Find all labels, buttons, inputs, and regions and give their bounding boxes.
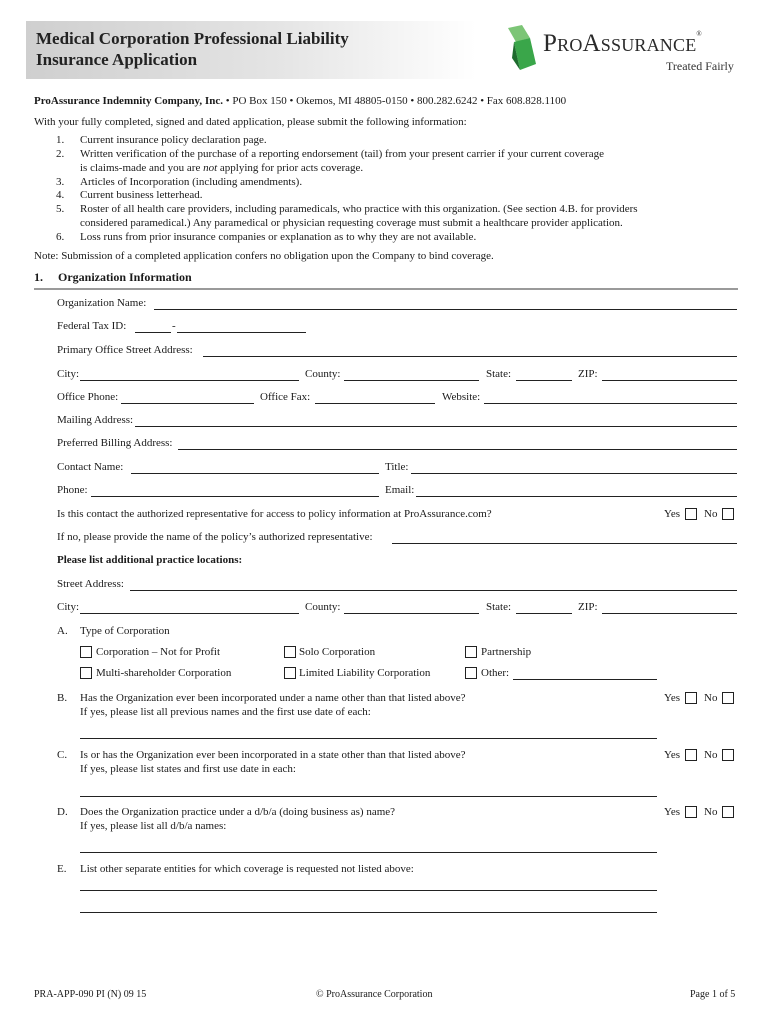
other-name-yes-checkbox[interactable] xyxy=(685,692,697,704)
state-label: State: xyxy=(486,601,512,613)
other-entities-field-2[interactable] xyxy=(80,912,657,913)
dba-no-checkbox[interactable] xyxy=(722,806,734,818)
street-address-label: Street Address: xyxy=(57,578,124,590)
contact-name-label: Contact Name: xyxy=(57,461,124,473)
list-item: 5. Roster of all health care providers, including paramedicals, who practice with this organization. (See section 4.B. for providers xyxy=(56,203,638,215)
no-label: No xyxy=(704,749,718,761)
zip-label: ZIP: xyxy=(578,601,598,613)
county-label: County: xyxy=(305,601,341,613)
yes-label: Yes xyxy=(664,749,681,761)
item-letter-e: E. xyxy=(57,863,67,875)
billing-address-field[interactable] xyxy=(178,449,737,450)
list-item-continuation: is claims-made and you are not applying for prior acts coverage. xyxy=(80,162,364,174)
additional-locations-heading: Please list additional practice locations: xyxy=(57,554,243,566)
authorized-no-checkbox[interactable] xyxy=(722,508,734,520)
additional-zip-field[interactable] xyxy=(602,613,737,614)
dba-yes-checkbox[interactable] xyxy=(685,806,697,818)
other-checkbox[interactable] xyxy=(465,667,477,679)
list-item: 3. Articles of Incorporation (including amendments). xyxy=(56,176,303,188)
item-letter-c: C. xyxy=(57,749,68,761)
company-line: ProAssurance Indemnity Company, Inc. • PO Box 150 • Okemos, MI 48805-0150 • 800.282.6242 • Fax 608.828.1100 xyxy=(34,95,567,107)
llc-checkbox[interactable] xyxy=(284,667,296,679)
tax-id-prefix-field[interactable] xyxy=(135,332,171,333)
additional-state-field[interactable] xyxy=(516,613,572,614)
item-letter-d: D. xyxy=(57,806,68,818)
previous-names-field[interactable] xyxy=(80,738,657,739)
office-fax-label: Office Fax: xyxy=(260,391,311,403)
tax-id-label: Federal Tax ID: xyxy=(57,320,127,332)
authorized-rep-name-field[interactable] xyxy=(392,543,737,544)
corp-not-for-profit-checkbox[interactable] xyxy=(80,646,92,658)
authorized-rep-question: Is this contact the authorized representative for access to policy information at ProAssurance.com? xyxy=(57,508,492,520)
billing-address-label: Preferred Billing Address: xyxy=(57,437,173,449)
corporation-type-label: Type of Corporation xyxy=(80,625,170,637)
primary-address-field[interactable] xyxy=(203,356,737,357)
org-name-label: Organization Name: xyxy=(57,297,147,309)
llc-label: Limited Liability Corporation xyxy=(299,667,431,679)
tax-id-dash: - xyxy=(172,320,176,332)
proassurance-logo: PROASSURANCE® xyxy=(543,30,702,57)
dba-question: Does the Organization practice under a d/b/a (doing business as) name? xyxy=(80,806,396,818)
no-label: No xyxy=(704,692,718,704)
city-label: City: xyxy=(57,601,80,613)
other-name-no-checkbox[interactable] xyxy=(722,692,734,704)
county-field[interactable] xyxy=(344,380,479,381)
mailing-address-field[interactable] xyxy=(135,426,737,427)
solo-corporation-checkbox[interactable] xyxy=(284,646,296,658)
section-divider xyxy=(34,288,738,290)
dba-names-field[interactable] xyxy=(80,852,657,853)
item-letter-a: A. xyxy=(57,625,68,637)
other-state-no-checkbox[interactable] xyxy=(722,749,734,761)
list-item: 2. Written verification of the purchase of a reporting endorsement (tail) from your present carrier if your current coverage xyxy=(56,148,604,160)
email-label: Email: xyxy=(385,484,415,496)
zip-field[interactable] xyxy=(602,380,737,381)
office-phone-field[interactable] xyxy=(121,403,254,404)
other-state-instruction: If yes, please list states and first use date in each: xyxy=(80,763,296,775)
section-heading: 1. Organization Information xyxy=(34,270,192,284)
list-item: 4. Current business letterhead. xyxy=(56,189,203,201)
street-address-field[interactable] xyxy=(130,590,737,591)
other-states-field[interactable] xyxy=(80,796,657,797)
phone-label: Phone: xyxy=(57,484,88,496)
note-text: Note: Submission of a completed application confers no obligation upon the Company to bind coverage. xyxy=(34,250,494,262)
zip-label: ZIP: xyxy=(578,368,598,380)
yes-label: Yes xyxy=(664,692,681,704)
city-label: City: xyxy=(57,368,80,380)
phone-field[interactable] xyxy=(91,496,379,497)
solo-corporation-label: Solo Corporation xyxy=(299,646,376,658)
office-fax-field[interactable] xyxy=(315,403,435,404)
authorized-rep-name-label: If no, please provide the name of the policy’s authorized representative: xyxy=(57,531,373,543)
corp-not-for-profit-label: Corporation – Not for Profit xyxy=(96,646,221,658)
other-name-question: Has the Organization ever been incorporated under a name other than that listed above? xyxy=(80,692,466,704)
other-state-question: Is or has the Organization ever been incorporated in a state other than that listed above? xyxy=(80,749,466,761)
list-item-continuation: considered paramedical.) Any paramedical or physician requesting coverage must submit a healthcare provider application. xyxy=(80,217,623,229)
page-title: Medical Corporation Professional Liability Insurance Application xyxy=(36,29,349,69)
city-field[interactable] xyxy=(80,380,299,381)
no-label: No xyxy=(704,806,718,818)
other-state-yes-checkbox[interactable] xyxy=(685,749,697,761)
title-field[interactable] xyxy=(411,473,737,474)
website-label: Website: xyxy=(442,391,481,403)
yes-label: Yes xyxy=(664,806,681,818)
county-label: County: xyxy=(305,368,341,380)
tax-id-suffix-field[interactable] xyxy=(177,332,306,333)
other-entities-question: List other separate entities for which coverage is requested not listed above: xyxy=(80,863,414,875)
state-field[interactable] xyxy=(516,380,572,381)
partnership-label: Partnership xyxy=(481,646,532,658)
contact-name-field[interactable] xyxy=(131,473,379,474)
multi-shareholder-label: Multi-shareholder Corporation xyxy=(96,667,232,679)
dba-instruction: If yes, please list all d/b/a names: xyxy=(80,820,227,832)
primary-address-label: Primary Office Street Address: xyxy=(57,344,193,356)
email-field[interactable] xyxy=(416,496,737,497)
copyright: © ProAssurance Corporation xyxy=(316,989,433,1000)
additional-city-field[interactable] xyxy=(80,613,299,614)
website-field[interactable] xyxy=(484,403,737,404)
form-id: PRA-APP-090 PI (N) 09 15 xyxy=(34,989,147,1000)
other-entities-field-1[interactable] xyxy=(80,890,657,891)
other-name-instruction: If yes, please list all previous names and the first use date of each: xyxy=(80,706,371,718)
no-label: No xyxy=(704,508,718,520)
mailing-address-label: Mailing Address: xyxy=(57,414,134,426)
other-corporation-field[interactable] xyxy=(513,679,657,680)
list-item: 6. Loss runs from prior insurance companies or explanation as to why they are not available. xyxy=(56,231,477,243)
partnership-checkbox[interactable] xyxy=(465,646,477,658)
list-item: 1. Current insurance policy declaration page. xyxy=(56,134,267,146)
title-label: Title: xyxy=(385,461,409,473)
tagline: Treated Fairly xyxy=(666,59,734,73)
authorized-yes-checkbox[interactable] xyxy=(685,508,697,520)
item-letter-b: B. xyxy=(57,692,68,704)
yes-label: Yes xyxy=(664,508,681,520)
multi-shareholder-checkbox[interactable] xyxy=(80,667,92,679)
intro-text: With your fully completed, signed and dated application, please submit the following information: xyxy=(34,116,467,128)
additional-county-field[interactable] xyxy=(344,613,479,614)
office-phone-label: Office Phone: xyxy=(57,391,119,403)
page-number: Page 1 of 5 xyxy=(690,989,736,1000)
org-name-field[interactable] xyxy=(154,309,737,310)
proassurance-logo-mark xyxy=(500,24,540,75)
other-label: Other: xyxy=(481,667,510,679)
state-label: State: xyxy=(486,368,512,380)
